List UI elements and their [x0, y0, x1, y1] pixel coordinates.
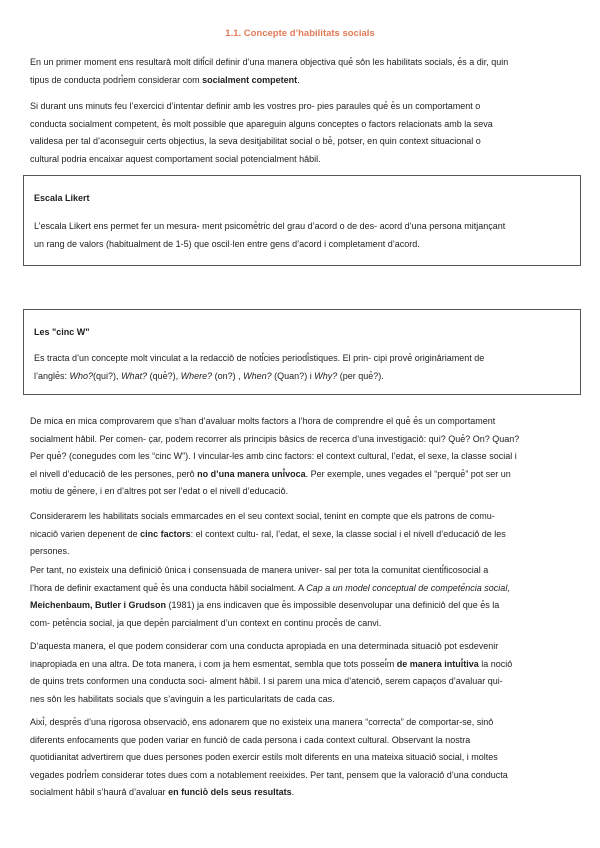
what-term: What?	[121, 370, 148, 381]
emphasis: cinc factors	[140, 528, 191, 539]
text-line: Aixi̎, despre̎s d’una rigorosa observacio̎, ens adonarem que no existeix una manera “correcta” de comportar-se, sino̎	[30, 717, 494, 727]
text-line: D’aquesta manera, el que podem considerar com una conducta apropiada en una determinada situacio̎ pot esdevenir	[30, 641, 499, 651]
paragraph-intro	[30, 54, 574, 89]
text-line: de quins trets conformen una conducta soci- alment ha̎bil. I si parem una mica d’atencio̎, serem capac̦os d’avaluar qui-	[30, 676, 503, 687]
text-line: motiu de ge̎nere, i en d’altres pot ser l’edat o el nivell d’educacio̎.	[30, 486, 289, 497]
cited-work-title: Cap a un model conceptual de compete̎ncia social	[306, 582, 508, 593]
likert-box-title: Escala Likert	[34, 193, 90, 203]
text-line: diferents enfocaments que poden variar en funcio̎ de cada persona i cada context cultural. Observant la nostra	[30, 734, 471, 745]
text-line: l’angle̎s: Who?(qui?), What? (que̎?), Where? (on?) , When? (Quan?) i Why? (per que̎?).	[34, 370, 384, 381]
five-w-box	[23, 309, 581, 395]
text-line: De mica en mica comprovarem que s’han d’avaluar molts factors a l’hora de comprendre el que̎ e̎s un comportament	[30, 416, 496, 426]
section-title: 1.1. Concepte d’habilitats socials	[225, 28, 375, 39]
text-line: socialment ha̎bil s’haura̎ d’avaluar en funcio̎ dels seus resultats.	[30, 787, 295, 798]
paragraph-factors	[30, 413, 574, 501]
emphasis: de manera intui̎tiva	[396, 658, 479, 669]
paragraph-exercise	[30, 98, 574, 168]
text-line: l’hora de definir exactament que̎ e̎s una conducta ha̎bil socialment. A Cap a un model conceptual de compete̎ncia social,	[30, 582, 510, 593]
emphasis: en funcio̎ dels seus resultats	[168, 787, 292, 798]
text-line: nes so̎n les habilitats socials que s’avinguin a les particularitats de cada cas.	[30, 693, 335, 704]
text-line: Es tracta d’un concepte molt vinculat a la redaccio̎ de noti̎cies periodi̎stiques. El prin- cipi prove̎ origina̎riament de	[34, 353, 485, 363]
text-line: Per que̎? (conegudes com les “cinc W”). I vincular-les amb cinc factors: el context cultural, l’edat, el sexe, la classe social i	[30, 451, 517, 462]
cited-authors: Meichenbaum, Butler i Grudson	[30, 600, 167, 611]
five-w-box-text	[34, 350, 570, 385]
text-line: vegades podri̎em considerar totes dues com a notablement reeixides. Per tant, pensem que la valoracio̎ d’una conducta	[30, 769, 508, 780]
text-line: Meichenbaum, Butler i Grudson (1981) ja ens indicaven que e̎s impossible desenvolupar una definicio̎ del que e̎s la	[30, 600, 500, 611]
text-line: En un primer moment ens resultara̎ molt difi̎cil definir d’una manera objectiva que̎ so̎n les habilitats socials, e̎s a dir, quin	[30, 57, 509, 67]
text-line: inapropiada en una altra. De tota manera, i com ja hem esmentat, sembla que tots possei̎m de manera intui̎tiva la nocio̎	[30, 658, 513, 669]
text-line: tipus de conducta podri̎em considerar com socialment competent.	[30, 74, 300, 85]
likert-box	[23, 175, 581, 266]
paragraph-conclusion	[30, 714, 574, 802]
text-line: un rang de valors (habitualment de 1-5) que oscil·len entre gens d’acord i completament d’acord.	[34, 238, 420, 249]
emphasis: no d’una manera uni̎voca	[197, 468, 306, 479]
likert-box-text	[34, 218, 570, 253]
where-term: Where?	[180, 370, 213, 381]
who-term: Who?	[69, 370, 94, 381]
text-line: quotidianitat advertirem que dues persones poden exercir estils molt diferents en una mateixa situacio̎ social, i moltes	[30, 752, 498, 763]
text-line: Per tant, no existeix una definicio̎ u̎nica i consensuada de manera univer- sal per tota la comunitat cienti̎ficosocial a	[30, 565, 489, 575]
emphasis: socialment competent	[202, 74, 298, 85]
text-line: L’escala Likert ens permet fer un mesura- ment psicome̎tric del grau d’acord o de des- acord d’una persona mitjanc̦ant	[34, 221, 506, 231]
text-line: Considerarem les habilitats socials emmarcades en el seu context social, tenint en compte que els patrons de comu-	[30, 511, 495, 521]
text-line: socialment ha̎bil. Per comen- c̦ar, podem recorrer als principis ba̎sics de recerca d’una investigacio̎: qui? Que̎? On? Quan?	[30, 433, 520, 444]
text-line: persones.	[30, 546, 70, 557]
text-line: validesa per tal d’aconseguir certs objectius, la seva desitjabilitat social o be̎, potser, en quin context situacional o	[30, 136, 481, 147]
paragraph-situation	[30, 638, 574, 708]
why-term: Why?	[314, 370, 338, 381]
paragraph-definition	[30, 562, 574, 632]
five-w-box-title: Les "cinc W"	[34, 327, 90, 337]
text-line: cultural podria encaixar aquest comportament social potencialment ha̎bil.	[30, 153, 321, 164]
text-line: com- pete̎ncia social, ja que depe̎n parcialment d’un context en continu proce̎s de canvi.	[30, 617, 382, 628]
paragraph-context	[30, 508, 574, 561]
text-line: Si durant uns minuts feu l’exercici d’intentar definir amb les vostres pro- pies paraules que̎ e̎s un comportament o	[30, 101, 481, 111]
text-line: nicacio̎ varien depenent de cinc factors: el context cultu- ral, l’edat, el sexe, la classe social i el nivell d’educacio̎ de les	[30, 528, 506, 539]
text-line: conducta socialment competent, e̎s molt possible que apareguin alguns conceptes o factors relacionats amb la seva	[30, 118, 493, 129]
when-term: When?	[243, 370, 272, 381]
text-line: el nivell d’educacio̎ de les persones, pero̎ no d’una manera uni̎voca. Per exemple, unes vegades el “perque̎” pot ser un	[30, 468, 511, 479]
